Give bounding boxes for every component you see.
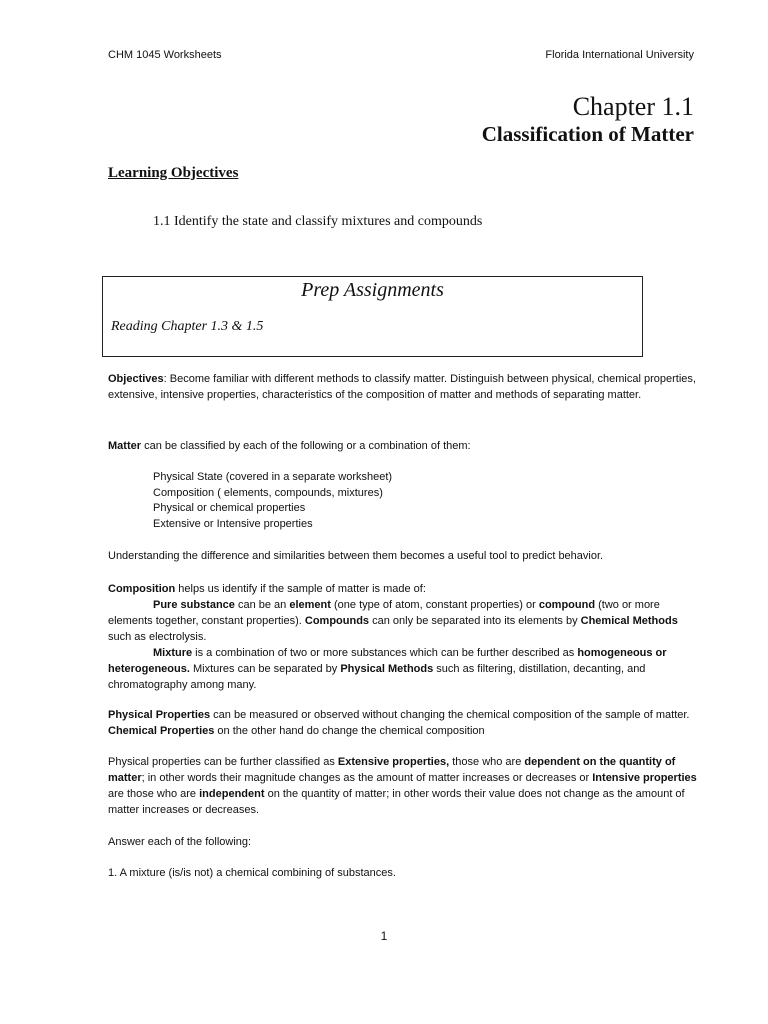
prep-assignments-box: [102, 276, 643, 357]
list-item: Physical or chemical properties: [153, 502, 306, 514]
page-number: 1: [380, 929, 388, 943]
understanding-paragraph: Understanding the difference and similarities between them becomes a useful tool to predict behavior.: [108, 550, 604, 562]
header-university: Florida International University: [545, 49, 694, 61]
answer-prompt: Answer each of the following:: [108, 836, 252, 848]
matter-classification-list: [153, 470, 392, 532]
mixture-label: Mixture: [153, 647, 193, 659]
header-course: CHM 1045 Worksheets: [108, 49, 222, 61]
matter-paragraph: Matter can be classified by each of the following or a combination of them:: [108, 440, 471, 452]
physical-properties-label: Physical Properties: [108, 709, 211, 721]
list-item: Composition ( elements, compounds, mixtures): [153, 486, 383, 499]
chapter-title: Chapter 1.1: [572, 92, 694, 121]
prep-assignments-title: Prep Assignments: [301, 279, 444, 301]
objectives-paragraph: Objectives: Become familiar with different methods to classify matter. Distinguish between physical, chemical properties, extensive, intensive properties, characteristics of the composition of matter and methods of separating matter.: [108, 373, 696, 401]
learning-objectives-heading: Learning Objectives: [108, 165, 239, 181]
pure-substance-label: Pure substance: [153, 599, 235, 611]
composition-label: Composition: [108, 583, 176, 595]
list-item: Extensive or Intensive properties: [153, 517, 313, 530]
extensive-intensive-paragraph: Physical properties can be further classified as Extensive properties, those who are dependent on the quantity of matter; in other words their magnitude changes as the amount of matter increases or decreases or Intensive properties are those who are independent on the quantity of matter; in other words their value does not change as the amount of matter increases or decreases.: [108, 756, 697, 816]
list-item: Physical State (covered in a separate worksheet): [153, 471, 393, 483]
prep-reading: Reading Chapter 1.3 & 1.5: [111, 319, 264, 334]
question-1: 1. A mixture (is/is not) a chemical combining of substances.: [108, 867, 396, 879]
matter-label: Matter: [108, 440, 142, 452]
physical-properties-paragraph: Physical Properties can be measured or observed without changing the chemical composition of the sample of matter. Chemical Properties on the other hand do change the chemical composition: [108, 709, 690, 737]
chapter-subtitle: Classification of Matter: [481, 122, 694, 146]
composition-paragraph: Composition helps us identify if the sample of matter is made of: Pure substance can be an element (one type of atom, constant properties) or compound (two or more elements together, constant properties). Compounds can only be separated into its elements by Chemical Methods such as electrolysis. Mixture is a combination of two or more substances which can be further described as homogeneous or heterogeneous. Mixtures can be separated by Physical Methods such as filtering, distillation, decanting, and chromatography among many.: [108, 583, 678, 691]
objectives-label: Objectives: [108, 373, 164, 385]
learning-objective-item: 1.1 Identify the state and classify mixtures and compounds: [153, 214, 483, 229]
